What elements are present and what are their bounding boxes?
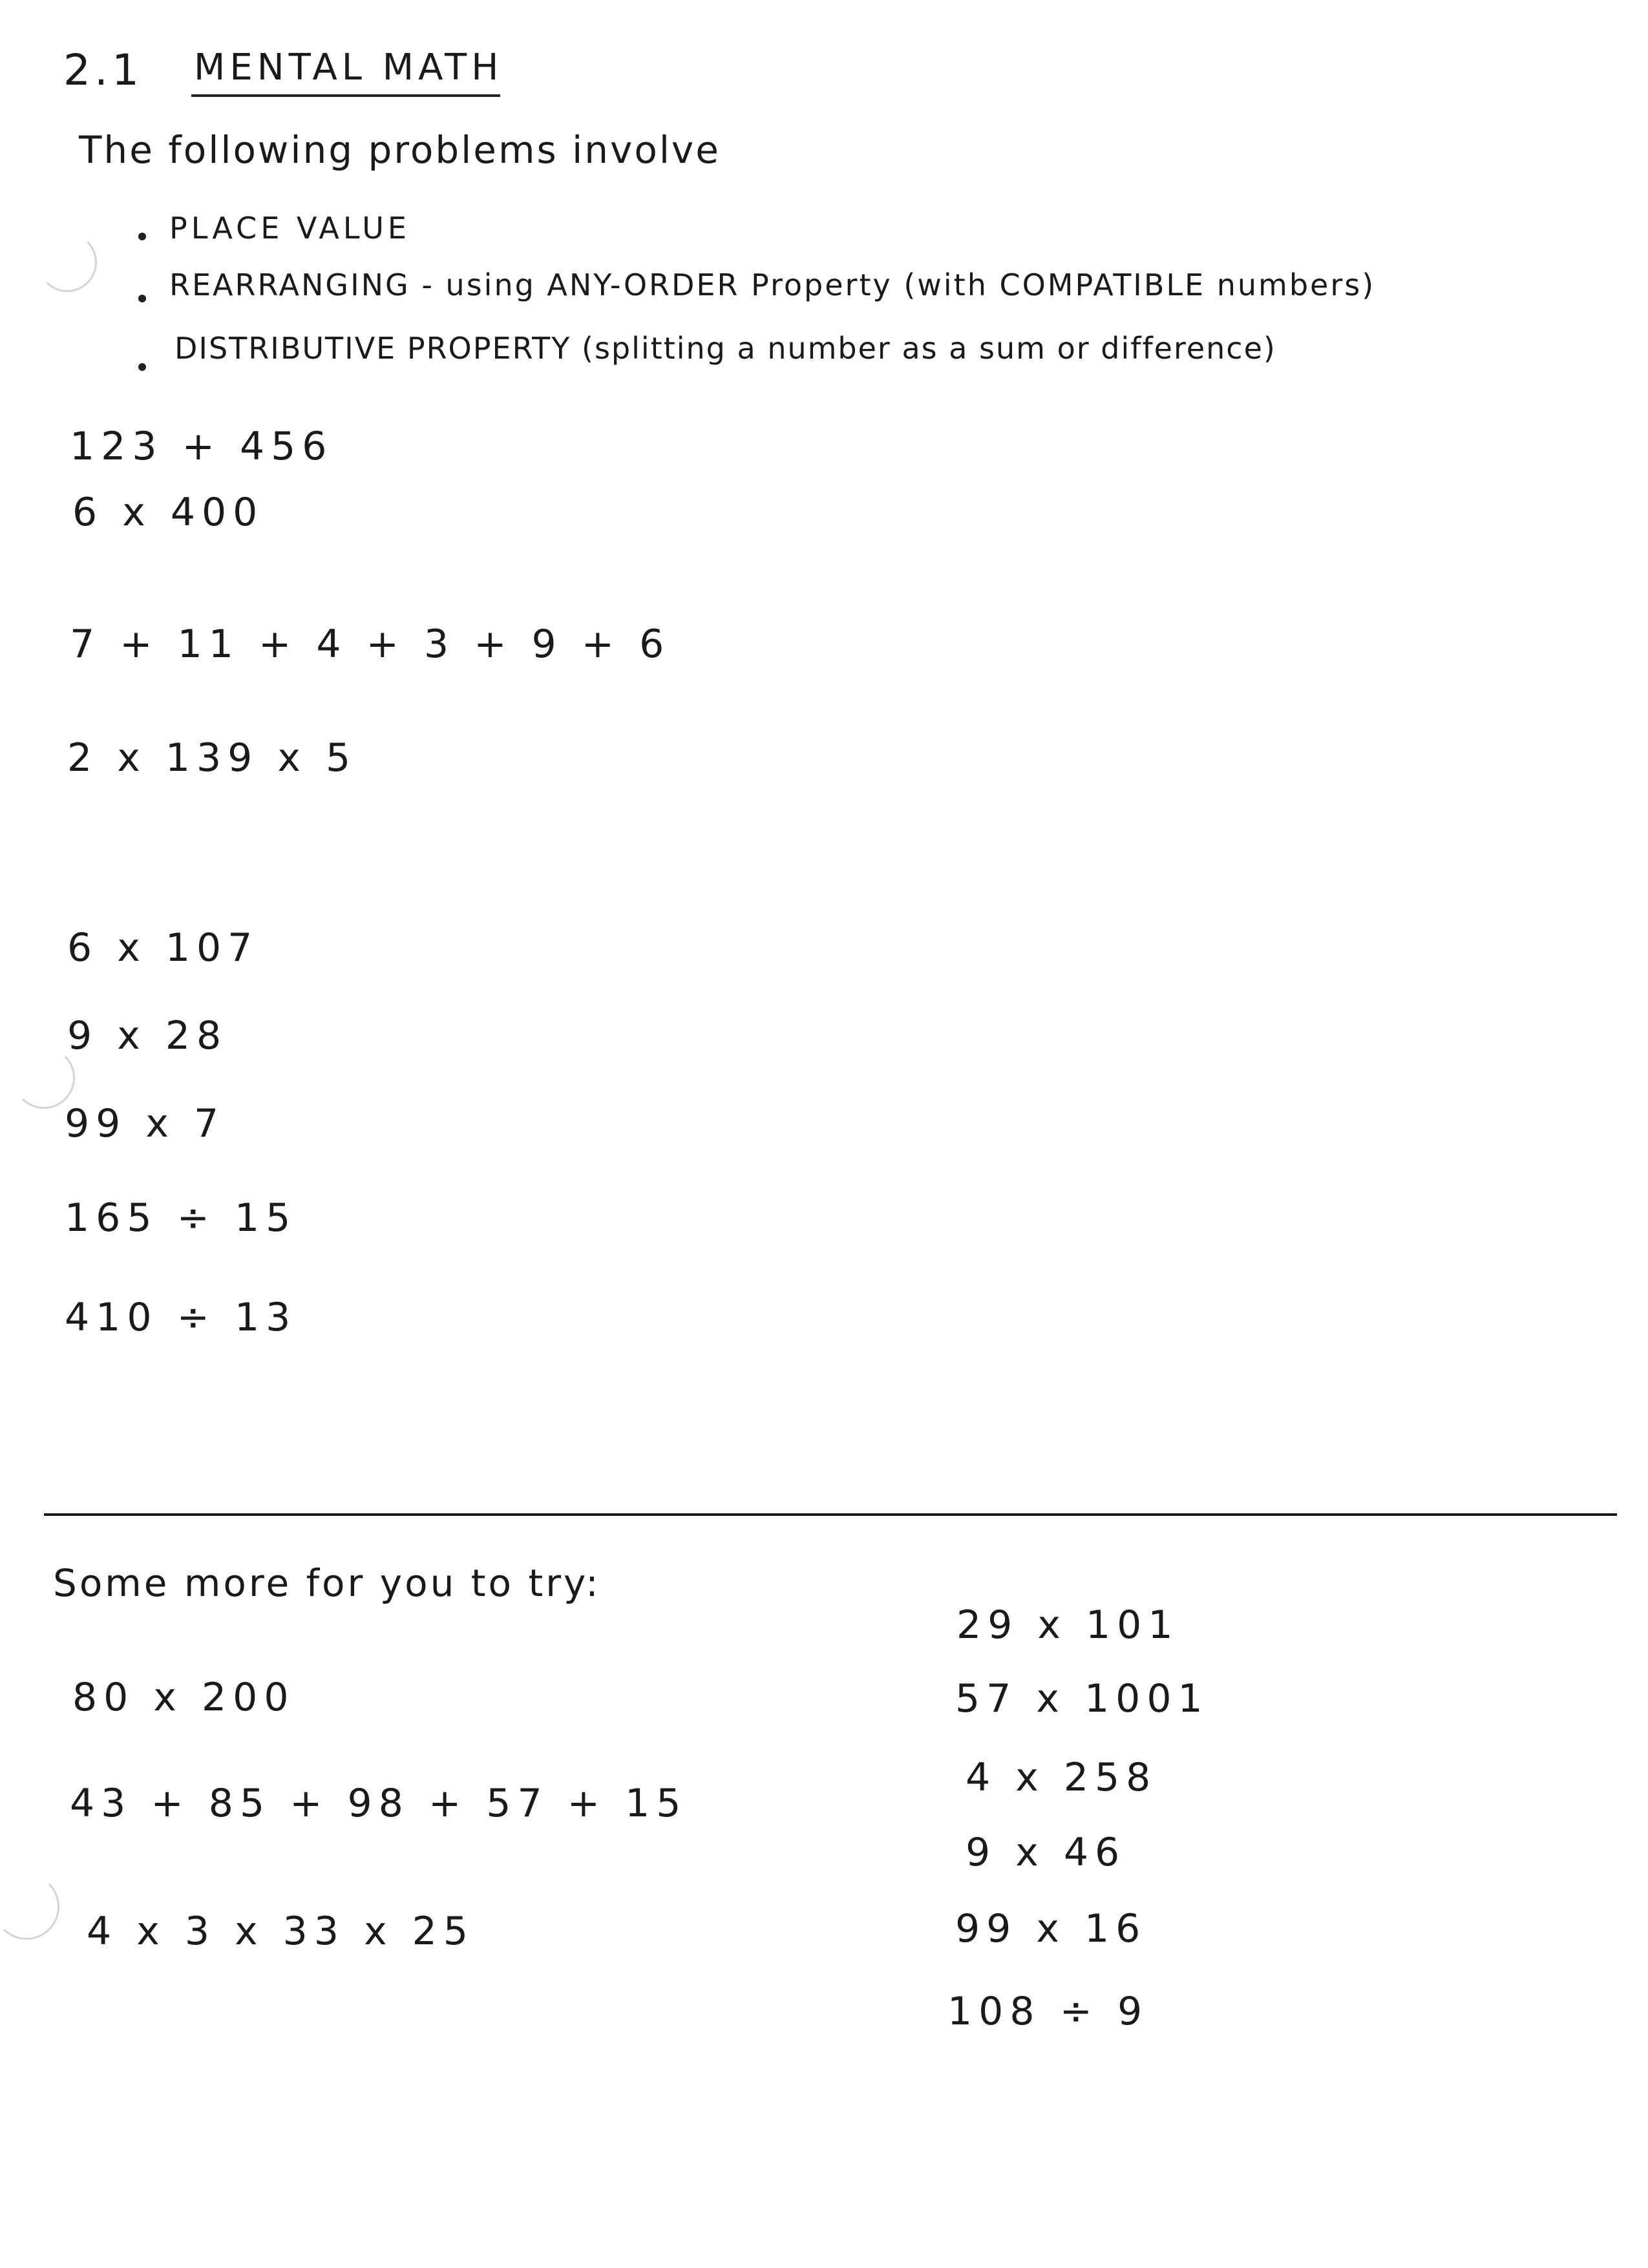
extra-problem: 43 + 85 + 98 + 57 + 15 bbox=[70, 1781, 688, 1826]
title-underline bbox=[191, 94, 500, 97]
problem: 2 x 139 x 5 bbox=[67, 735, 357, 781]
extra-problem: 99 x 16 bbox=[955, 1906, 1147, 1951]
problem: 123 + 456 bbox=[70, 424, 333, 469]
page-title: MENTAL MATH bbox=[194, 47, 503, 89]
extra-problem: 4 x 258 bbox=[966, 1755, 1157, 1800]
problem: 410 ÷ 13 bbox=[65, 1295, 297, 1340]
punch-hole-bottom bbox=[0, 1874, 59, 1940]
bullet-distributive: DISTRIBUTIVE PROPERTY (splitting a number as a sum or difference) bbox=[174, 331, 1276, 366]
problem: 165 ÷ 15 bbox=[65, 1195, 297, 1241]
extra-problem: 108 ÷ 9 bbox=[947, 1989, 1149, 2034]
problem: 6 x 107 bbox=[67, 925, 259, 971]
problem: 7 + 11 + 4 + 3 + 9 + 6 bbox=[70, 622, 671, 667]
extra-problem: 80 x 200 bbox=[72, 1675, 295, 1720]
bullet-dot bbox=[138, 295, 146, 302]
more-heading: Some more for you to try: bbox=[53, 1561, 601, 1605]
problem: 99 x 7 bbox=[65, 1101, 226, 1146]
problem: 9 x 28 bbox=[67, 1013, 228, 1058]
extra-problem: 57 x 1001 bbox=[955, 1676, 1209, 1721]
bullet-dot bbox=[138, 363, 146, 371]
section-number: 2.1 bbox=[63, 45, 143, 95]
intro-text: The following problems involve bbox=[79, 128, 721, 172]
problem: 6 x 400 bbox=[72, 490, 264, 535]
extra-problem: 29 x 101 bbox=[956, 1602, 1179, 1648]
bullet-dot bbox=[138, 233, 146, 240]
bullet-place-value: PLACE VALUE bbox=[169, 211, 410, 246]
bullet-rearranging: REARRANGING - using ANY-ORDER Property (with COMPATIBLE numbers) bbox=[169, 268, 1376, 302]
punch-hole-middle bbox=[13, 1047, 75, 1109]
extra-problem: 9 x 46 bbox=[966, 1830, 1126, 1875]
extra-problem: 4 x 3 x 33 x 25 bbox=[87, 1909, 474, 1954]
section-divider bbox=[44, 1513, 1617, 1516]
punch-hole-top bbox=[37, 233, 97, 292]
